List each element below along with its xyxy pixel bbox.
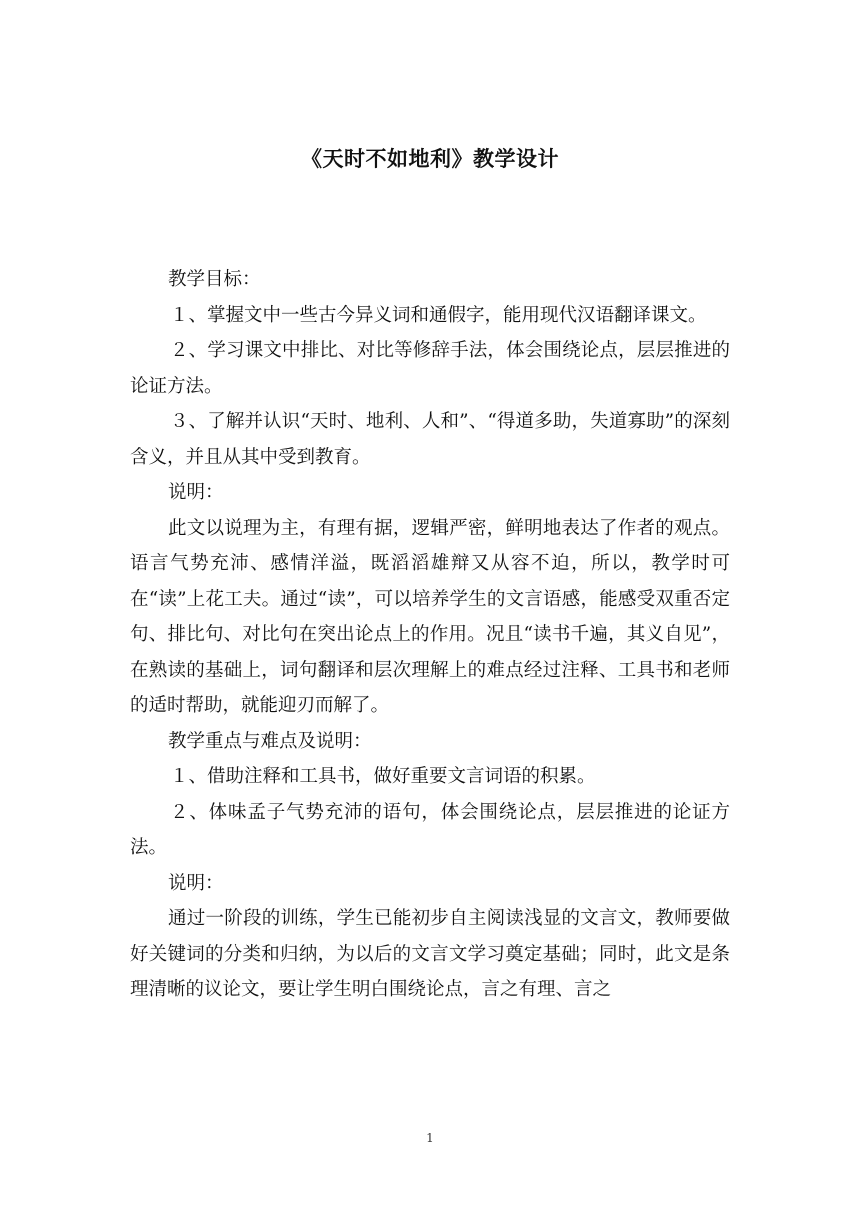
heading-teaching-goals: 教学目标： <box>168 269 261 290</box>
goal-item-3: ３、了解并认识“天时、地利、人和”、“得道多助，失道寡助”的深刻含义，并且从其中受到教育。 <box>130 411 730 468</box>
key-point-item-2: ２、体味孟子气势充沛的语句，体会围绕论点，层层推进的论证方法。 <box>130 801 730 858</box>
heading-explanation-2: 说明： <box>168 872 224 894</box>
document-title: 《天时不如地利》教学设计 <box>301 147 559 171</box>
explanation-paragraph-2: 通过一阶段的训练，学生已能初步自主阅读浅显的文言文，教师要做好关键词的分类和归纳，为以后的文言文学习奠定基础；同时，此文是条理清晰的议论文，要让学生明白围绕论点，言之有理、言之 <box>130 908 730 1000</box>
document-body <box>130 262 730 1008</box>
explanation-paragraph-1: 此文以说理为主，有理有据，逻辑严密，鲜明地表达了作者的观点。语言气势充沛、感情洋溢，既滔滔雄辩又从容不迫，所以，教学时可在“读”上花工夫。通过“读”，可以培养学生的文言语感，能感受双重否定句、排比句、对比句在突出论点上的作用。况且“读书千遍，其义自见”，在熟读的基础上，词句翻译和层次理解上的难点经过注释、工具书和老师的适时帮助，就能迎刃而解了。 <box>130 517 730 716</box>
goal-item-1: １、掌握文中一些古今异义词和通假字，能用现代汉语翻译课文。 <box>170 304 707 326</box>
page-number: 1 <box>426 1131 434 1145</box>
heading-key-points: 教学重点与难点及说明： <box>168 730 372 752</box>
heading-explanation-1: 说明： <box>168 482 224 503</box>
key-point-item-1: １、借助注释和工具书，做好重要文言词语的积累。 <box>170 766 596 787</box>
goal-item-2: ２、学习课文中排比、对比等修辞手法，体会围绕论点，层层推进的论证方法。 <box>130 340 730 397</box>
